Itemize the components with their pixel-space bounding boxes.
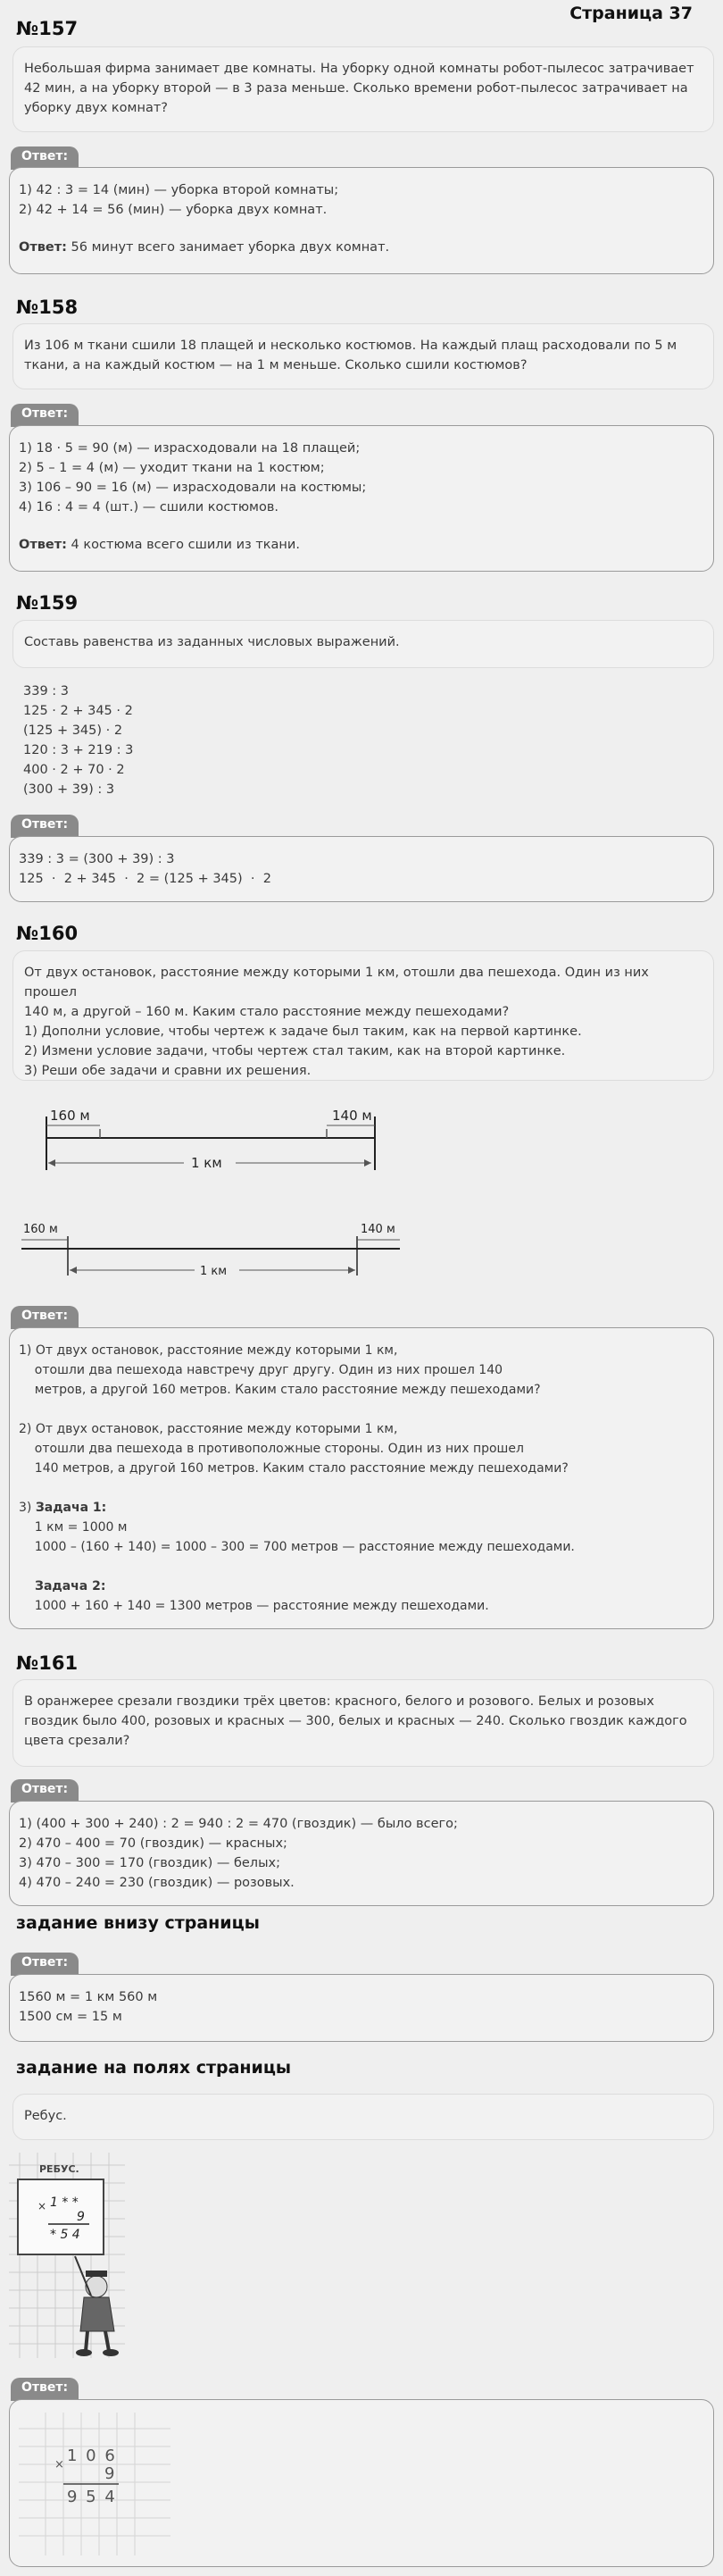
answer-line: 140 метров, а другой 160 метров. Каким стало расстояние между пешеходами?: [19, 1461, 569, 1476]
task-160-answer: [9, 1327, 714, 1629]
question-line: 140 м, а другой – 160 м. Каким стало расстояние между пешеходами?: [24, 1005, 510, 1019]
solution-row2: 9: [104, 2464, 115, 2483]
task-159-title: №159: [16, 592, 79, 614]
final-label: Ответ:: [19, 538, 67, 552]
question-line: От двух остановок, расстояние между которыми 1 км, отошли два пешехода. Один из них прошел: [24, 966, 649, 999]
answer-line: отошли два пешехода навстречу друг другу. Один из них прошел 140: [19, 1363, 503, 1377]
answer-tab: Ответ:: [11, 146, 79, 170]
z2-label: Задача 2:: [35, 1579, 106, 1593]
task-158-answer: [9, 425, 714, 572]
task-160-question: [12, 950, 714, 1081]
answer-line: метров, а другой 160 метров. Каким стало расстояние между пешеходами?: [19, 1383, 541, 1397]
answer-line: [19, 1577, 704, 1596]
expressions-list: [23, 682, 133, 799]
diagram-label-left: 160 м: [23, 1223, 58, 1236]
answer-line: отошли два пешехода в противоположные стороны. Один из них прошел: [19, 1442, 524, 1456]
solution-row3: 9 5 4: [67, 2488, 117, 2506]
final-label: Ответ:: [19, 240, 67, 255]
margin-task-question: [12, 2094, 714, 2140]
answer-line: 2) 5 – 1 = 4 (м) — уходит ткани на 1 костюм;: [19, 461, 325, 475]
answer-line: 3) 470 – 300 = 170 (гвоздик) — белых;: [19, 1856, 280, 1870]
diagram-2: [18, 1217, 411, 1283]
rebus-row2: 9: [77, 2210, 85, 2224]
task-157-question: [12, 46, 714, 132]
diagram-label-total: 1 км: [200, 1265, 228, 1278]
answer-line: 4) 16 : 4 = 4 (шт.) — сшили костюмов.: [19, 500, 279, 514]
answer-tab: Ответ:: [11, 2378, 79, 2401]
answer-line: 4) 470 – 240 = 230 (гвоздик) — розовых.: [19, 1876, 295, 1890]
page-label: Страница 37: [569, 4, 693, 23]
answer-line: 339 : 3 = (300 + 39) : 3: [19, 852, 175, 866]
task-161-title: №161: [16, 1652, 79, 1674]
expression: 120 : 3 + 219 : 3: [23, 743, 134, 757]
final-text: 56 минут всего занимает уборка двух комнат.: [66, 240, 390, 255]
answer-line: 2) 42 + 14 = 56 (мин) — уборка двух комнат.: [19, 203, 328, 217]
answer-tab: Ответ:: [11, 1779, 79, 1802]
question-text: Ребус.: [24, 2109, 67, 2123]
answer-line: 1) (400 + 300 + 240) : 2 = 940 : 2 = 470 (гвоздик) — было всего;: [19, 1817, 458, 1831]
rebus-illustration: [9, 2153, 125, 2358]
task-161-answer: [9, 1801, 714, 1906]
answer-line: 2) 470 – 400 = 70 (гвоздик) — красных;: [19, 1836, 287, 1851]
answer-line: 2) От двух остановок, расстояние между которыми 1 км,: [19, 1422, 398, 1436]
task-158-title: №158: [16, 297, 79, 318]
answer-line: 3) 106 – 90 = 16 (м) — израсходовали на костюмы;: [19, 481, 367, 495]
final-text: 4 костюма всего сшили из ткани.: [66, 538, 300, 552]
expression: 125 · 2 + 345 · 2: [23, 704, 133, 718]
rebus-times: ×: [37, 2200, 47, 2212]
expression: 339 : 3: [23, 684, 70, 698]
task-159-question: [12, 620, 714, 668]
diagram-label-right: 140 м: [332, 1108, 372, 1124]
answer-line: 1560 м = 1 км 560 м: [19, 1990, 158, 2004]
task-160-title: №160: [16, 923, 79, 944]
z1-prefix: 3): [19, 1501, 36, 1515]
answer-tab: Ответ:: [11, 1306, 79, 1329]
answer-tab: Ответ:: [11, 1953, 79, 1976]
task-157-title: №157: [16, 18, 79, 39]
professor-figure: [75, 2256, 119, 2356]
rebus-title: РЕБУС.: [39, 2163, 79, 2175]
final-answer: [19, 535, 704, 555]
question-line: 2) Измени условие задачи, чтобы чертеж стал таким, как на второй картинке.: [24, 1044, 566, 1058]
diagram-label-right: 140 м: [361, 1223, 395, 1236]
diagram-label-left: 160 м: [50, 1108, 90, 1124]
margin-task-answer: [9, 2399, 714, 2567]
answer-tab: Ответ:: [11, 815, 79, 838]
answer-line: 1) От двух остановок, расстояние между которыми 1 км,: [19, 1343, 398, 1358]
bottom-task-answer: [9, 1974, 714, 2042]
task-158-question: [12, 323, 714, 389]
answer-line: 1000 + 160 + 140 = 1300 метров — расстояние между пешеходами.: [19, 1599, 489, 1613]
expression: 400 · 2 + 70 · 2: [23, 763, 125, 777]
question-text: Небольшая фирма занимает две комнаты. На уборку одной комнаты робот-пылесос затрачивает 42 мин, а на уборку второй — в 3 раза меньше. Сколько времени робот-пылесос затрачивает на уборку двух комнат?: [24, 62, 694, 115]
question-text: В оранжерее срезали гвоздики трёх цветов: красного, белого и розового. Белых и розовых гвоздик было 400, розовых и красных — 300, белых и красных — 240. Сколько гвоздик каждого цвета срезали?: [24, 1694, 687, 1748]
rebus-row3: * 5 4: [50, 2228, 80, 2242]
task-157-answer: [9, 167, 714, 274]
answer-line: 1500 см = 15 м: [19, 2010, 122, 2024]
question-text: Составь равенства из заданных числовых выражений.: [24, 635, 400, 649]
answer-line: 1000 – (160 + 140) = 1000 – 300 = 700 метров — расстояние между пешеходами.: [19, 1540, 575, 1554]
answer-line: [19, 1498, 704, 1518]
diagram-label-total: 1 км: [191, 1155, 222, 1170]
question-line: 1) Дополни условие, чтобы чертеж к задаче был таким, как на первой картинке.: [24, 1025, 582, 1039]
task-159-answer: [9, 836, 714, 902]
expression: (125 + 345) · 2: [23, 723, 123, 738]
bottom-task-title: задание внизу страницы: [16, 1913, 260, 1933]
final-answer: [19, 238, 704, 257]
task-161-question: [12, 1679, 714, 1767]
expression: (300 + 39) : 3: [23, 782, 115, 797]
answer-line: 1) 18 · 5 = 90 (м) — израсходовали на 18 плащей;: [19, 441, 361, 456]
answer-line: 125 · 2 + 345 · 2 = (125 + 345) · 2: [19, 872, 271, 886]
question-line: 3) Реши обе задачи и сравни их решения.: [24, 1064, 312, 1078]
rebus-row1: 1 * *: [50, 2195, 79, 2210]
diagram-1: [27, 1099, 402, 1170]
solution-times: ×: [54, 2458, 64, 2471]
answer-line: 1) 42 : 3 = 14 (мин) — уборка второй комнаты;: [19, 183, 339, 197]
solution-row1: 1 0 6: [67, 2446, 117, 2465]
rebus-board: [18, 2179, 104, 2254]
z1-label: Задача 1:: [35, 1501, 107, 1515]
question-text: Из 106 м ткани сшили 18 плащей и несколько костюмов. На каждый плащ расходовали по 5 м ткани, а на каждый костюм — на 1 м меньше. Сколько сшили костюмов?: [24, 339, 677, 372]
answer-line: 1 км = 1000 м: [19, 1520, 128, 1535]
answer-tab: Ответ:: [11, 404, 79, 427]
rebus-solution: [19, 2413, 170, 2555]
margin-task-title: задание на полях страницы: [16, 2058, 292, 2078]
